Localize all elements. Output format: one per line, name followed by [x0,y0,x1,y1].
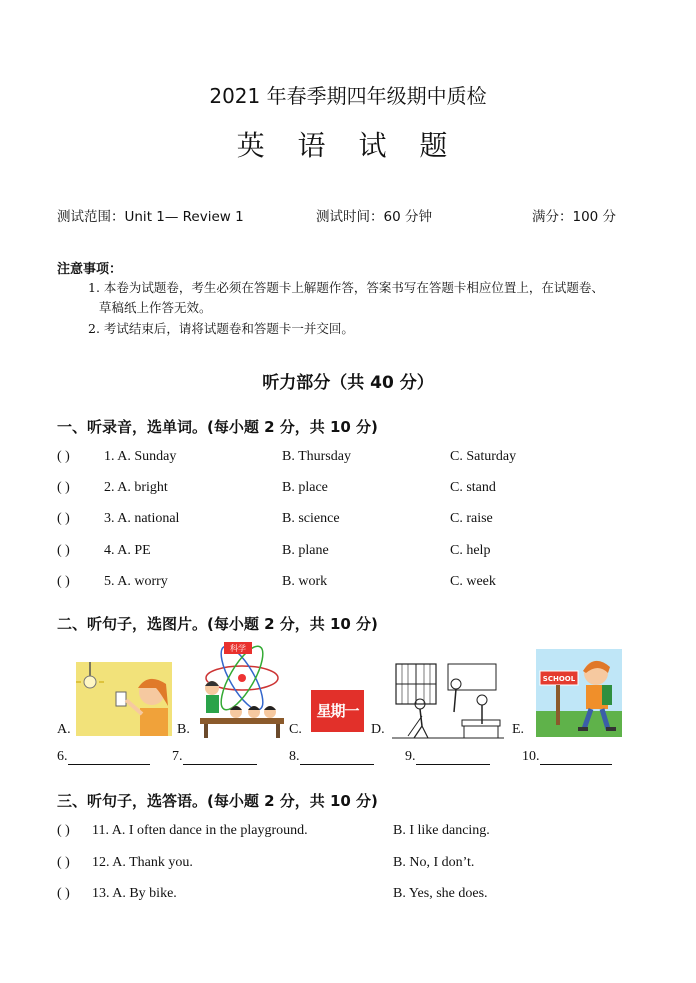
answer-paren[interactable]: ( ) [57,511,70,526]
answer-paren[interactable]: ( ) [57,543,70,558]
option-c: C. stand [450,480,496,495]
option-b: B. science [282,511,340,526]
option-a: 4. A. PE [104,543,151,558]
answer-blank-8[interactable] [289,749,374,765]
option-c: C. raise [450,511,493,526]
notes-heading: 注意事项： [57,262,123,277]
note-item: 草稿纸上作答无效。 [99,300,212,315]
exam-title: 2021 年春季期四年级期中质检 [209,84,487,108]
picture-d-classroom-cleaning [392,660,504,740]
answer-paren[interactable]: ( ) [57,823,70,838]
exam-subtitle: 英 语 试 题 [236,129,460,162]
blank-line[interactable] [416,750,490,765]
answer-paren[interactable]: ( ) [57,855,70,870]
blank-number: 9. [405,749,416,764]
option-a: 2. A. bright [104,480,168,495]
answer-blank-6[interactable] [57,749,150,765]
option-a: 1. A. Sunday [104,449,177,464]
picture-b-science-class [196,640,288,738]
listening-section-title: 听力部分（共 40 分） [262,373,434,393]
option-b: B. I like dancing. [393,823,490,838]
option-c: C. help [450,543,491,558]
blank-number: 7. [172,749,183,764]
part1-heading: 一、听录音，选单词。(每小题 2 分，共 10 分) [57,418,378,436]
answer-blank-10[interactable] [522,749,612,765]
option-a: 5. A. worry [104,574,168,589]
picture-label-e: E. [512,722,525,737]
blank-number: 10. [522,749,540,764]
picture-e-sign-text: SCHOOL [542,675,576,683]
answer-blank-7[interactable] [172,749,257,765]
blank-number: 8. [289,749,300,764]
test-time: 测试时间：60 分钟 [316,209,432,225]
blank-line[interactable] [300,750,374,765]
option-a: 13. A. By bike. [92,886,177,901]
picture-a-light-switch [76,662,172,736]
option-b: B. plane [282,543,329,558]
option-c: C. Saturday [450,449,517,464]
part3-heading: 三、听句子，选答语。(每小题 2 分，共 10 分) [57,792,378,810]
answer-blank-9[interactable] [405,749,490,765]
picture-label-c: C. [289,722,302,737]
option-a: 11. A. I often dance in the playground. [92,823,308,838]
picture-label-d: D. [371,722,385,737]
option-b: B. place [282,480,328,495]
picture-c-monday-sign [311,690,364,732]
picture-label-b: B. [177,722,190,737]
blank-line[interactable] [540,750,612,765]
option-b: B. Yes, she does. [393,886,488,901]
note-item: 2. 考试结束后，请将试题卷和答题卡一并交回。 [88,321,354,336]
blank-number: 6. [57,749,68,764]
option-a: 12. A. Thank you. [92,855,193,870]
option-b: B. work [282,574,328,589]
option-a: 3. A. national [104,511,180,526]
answer-paren[interactable]: ( ) [57,449,70,464]
picture-label-a: A. [57,722,71,737]
part2-heading: 二、听句子，选图片。(每小题 2 分，共 10 分) [57,615,378,633]
full-score: 满分：100 分 [532,209,617,225]
blank-line[interactable] [183,750,257,765]
option-b: B. No, I don’t. [393,855,475,870]
note-item: 1. 本卷为试题卷，考生必须在答题卡上解题作答，答案书写在答题卡相应位置上，在试题卷、 [88,280,604,295]
answer-paren[interactable]: ( ) [57,886,70,901]
test-scope: 测试范围：Unit 1— Review 1 [57,209,244,225]
picture-b-sign-text: 科学 [230,644,246,653]
picture-c-text: 星期一 [316,702,359,720]
option-b: B. Thursday [282,449,351,464]
blank-line[interactable] [68,750,150,765]
answer-paren[interactable]: ( ) [57,574,70,589]
answer-paren[interactable]: ( ) [57,480,70,495]
option-c: C. week [450,574,496,589]
picture-e-going-to-school [536,649,622,737]
